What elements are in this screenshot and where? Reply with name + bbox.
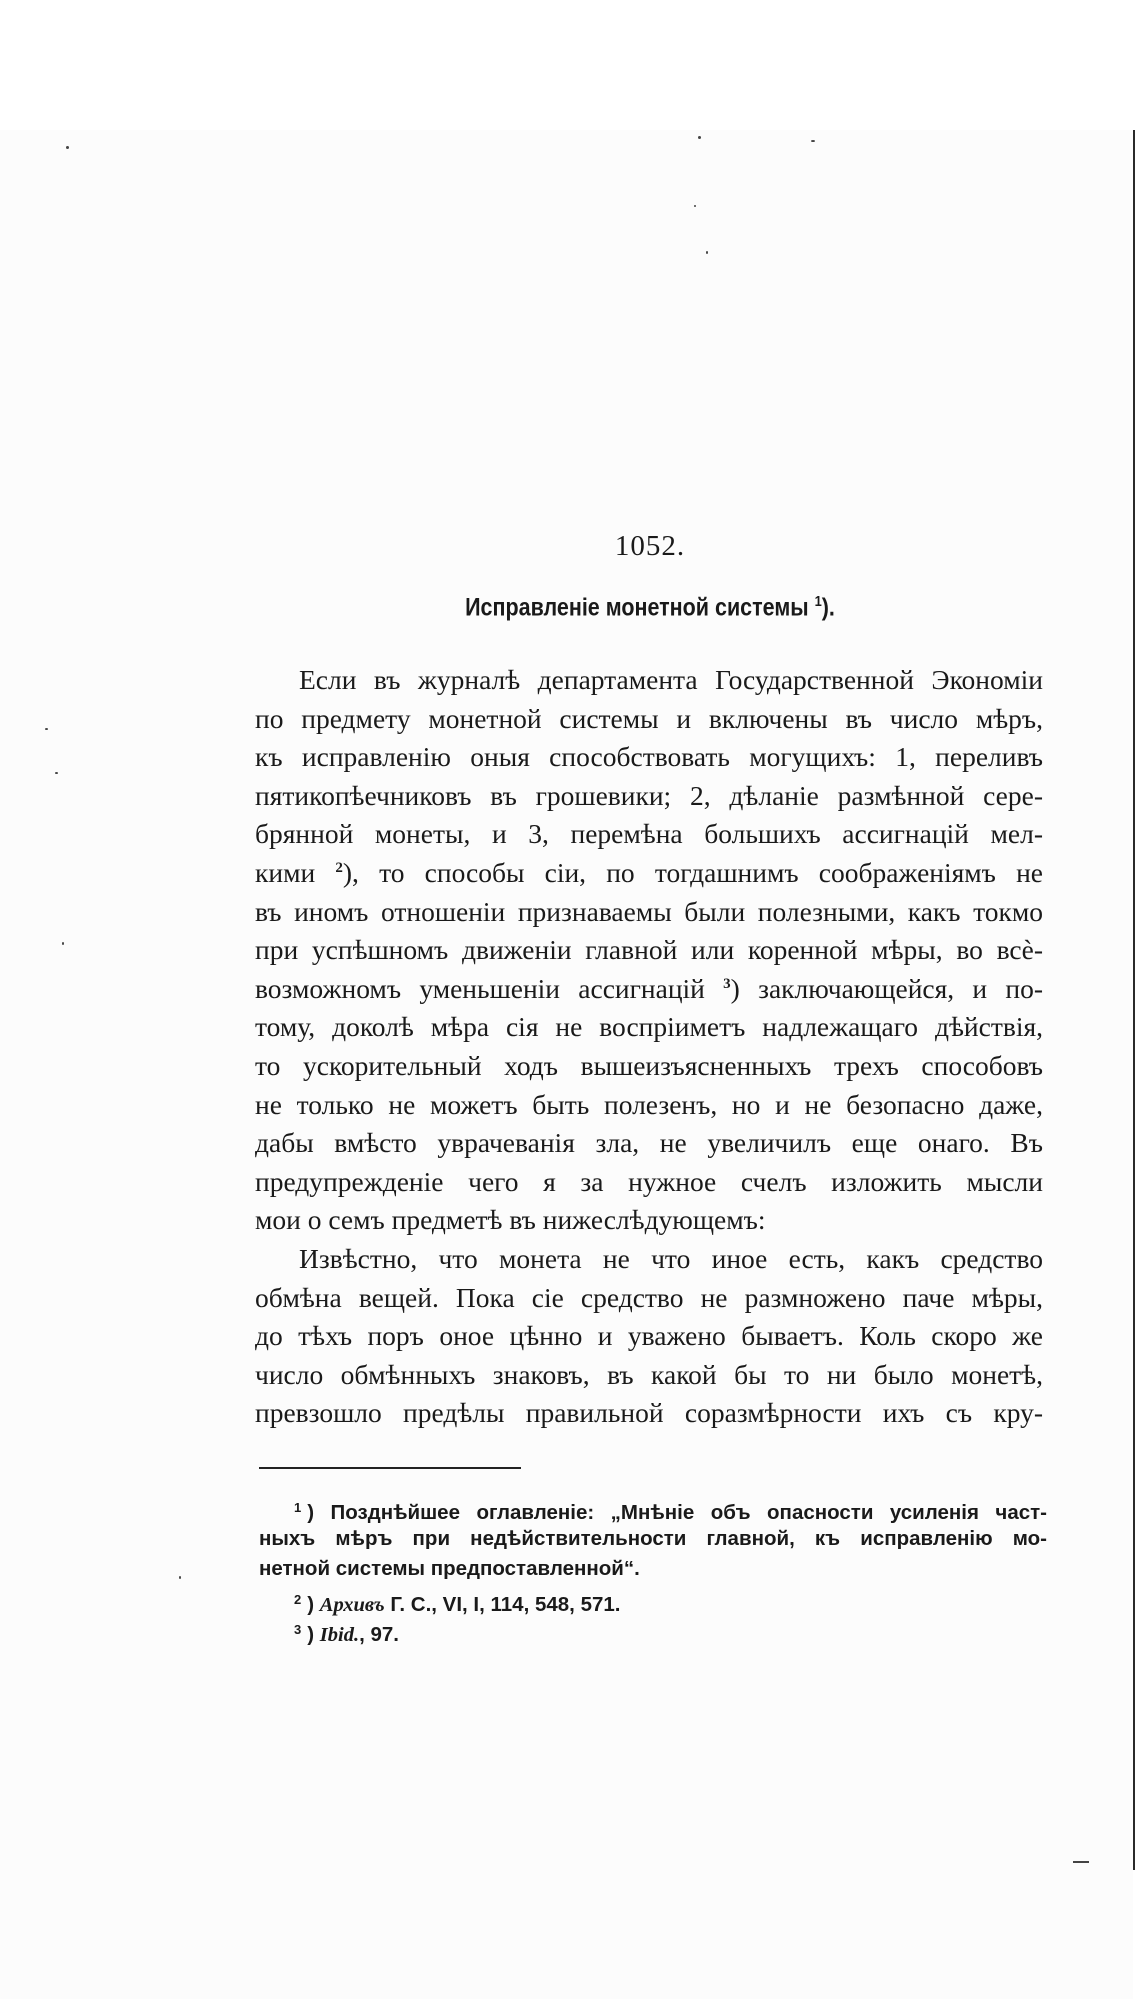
footnote-1-cont: нетной системы предпоставленной“. [259, 1557, 640, 1580]
text-line: дабы вмѣсто уврачеванія зла, не увеличилъ еще онаго. Въ [255, 1127, 1043, 1159]
text-fragment: кими [255, 856, 316, 888]
text-line: число обмѣнныхъ знаковъ, въ какой бы то ни было монетѣ, [255, 1358, 1043, 1390]
footnote-text: ) Позднѣйшее оглавленіе: „Мнѣніе объ опасности усиленія част- [307, 1501, 1047, 1524]
text-line: обмѣна вещей. Пока сіе средство не размножено паче мѣры, [255, 1281, 1043, 1313]
scan-speck [66, 146, 69, 149]
text-fragment: возможномъ уменьшеніи ассигнацій [255, 972, 705, 1004]
footnote-source: Архивъ [319, 1593, 385, 1616]
scan-speck [55, 772, 58, 774]
footnote-3: $^3$ ) Ibid., 97. [294, 1622, 399, 1646]
footnote-ref-1: 1 [814, 593, 822, 610]
text-line: пятикопѣечниковъ въ грошевики; 2, дѣланіе размѣнной сере- [255, 779, 1043, 811]
footnotes [259, 1493, 1047, 1646]
footnote-1 [259, 1493, 1047, 1524]
footnote-divider [259, 1467, 521, 1469]
scan-speck [62, 942, 64, 945]
text-line: при успѣшномъ движеніи главной или коренной мѣры, во всѐ- [255, 934, 1043, 966]
footnote-mark: 3 [294, 1622, 302, 1637]
text-line: не только не можетъ быть полезенъ, но и не безопасно даже, [255, 1088, 1043, 1120]
text-line [255, 970, 1043, 1009]
text-line: превзошло предѣлы правильной соразмѣрности ихъ съ кру- [255, 1397, 1043, 1429]
scan-speck [694, 205, 696, 207]
footnote-ref-3: 3 [723, 975, 731, 992]
footnote-mark: 1 [294, 1500, 302, 1515]
page-number: 1052. [614, 530, 686, 562]
footnote-1-cont: ныхъ мѣръ при недѣйствительности главной, къ исправленію мо- [259, 1526, 1047, 1550]
text-line [255, 854, 1043, 893]
text-line: по предмету монетной системы и включены въ число мѣръ, [255, 702, 1043, 734]
text-line: Извѣстно, что монета не что иное есть, какъ средство [299, 1242, 1043, 1274]
body-text [255, 661, 1043, 1433]
document-title [91, 593, 1140, 622]
footnote-text: , 97. [359, 1623, 399, 1646]
text-line: въ иномъ отношеніи признаваемы были полезными, какъ токмо [255, 895, 1043, 927]
scan-speck [179, 1576, 181, 1579]
page-edge-line [1133, 130, 1135, 1870]
footnote-2: $^2$ ) Архивъ Г. С., VI, I, 114, 548, 571. [294, 1591, 621, 1616]
scan-speck [1073, 1861, 1089, 1863]
text-line: брянной монеты, и 3, перемѣна большихъ ассигнацій мел- [255, 818, 1043, 850]
title-close: ). [821, 593, 835, 622]
footnote-mark: 2 [294, 1591, 302, 1607]
scan-speck [45, 728, 48, 730]
text-fragment: ), то способы сіи, по тогдашнимъ соображеніямъ не [342, 856, 1043, 888]
scan-speck [811, 140, 815, 142]
text-line: тому, доколѣ мѣра сія не воспріиметъ надлежащаго дѣйствія, [255, 1011, 1043, 1043]
text-line: къ исправленію оныя способствовать могущихъ: 1, переливъ [255, 741, 1043, 773]
footnote-source: Ibid. [319, 1624, 360, 1646]
scan-speck [706, 251, 708, 254]
footnote-ref-2: 2 [335, 859, 343, 876]
text-line: мои о семъ предметѣ въ нижеслѣдующемъ: [255, 1204, 766, 1236]
text-line: до тѣхъ поръ оное цѣнно и уважено бываетъ. Коль скоро же [255, 1320, 1043, 1352]
document-title-text: Исправленіе монетной системы [465, 593, 809, 622]
footnote-text: Г. С., VI, I, 114, 548, 571. [390, 1592, 621, 1616]
text-line: предупрежденіе чего я за нужное счелъ изложить мысли [255, 1165, 1043, 1197]
scan-speck [698, 136, 701, 139]
text-fragment: ) заключающейся, и по- [730, 972, 1044, 1004]
text-line: Если въ журналѣ департамента Государственной Экономіи [299, 664, 1043, 695]
text-line: то ускорительный ходъ вышеизъясненныхъ трехъ способовъ [255, 1049, 1043, 1081]
